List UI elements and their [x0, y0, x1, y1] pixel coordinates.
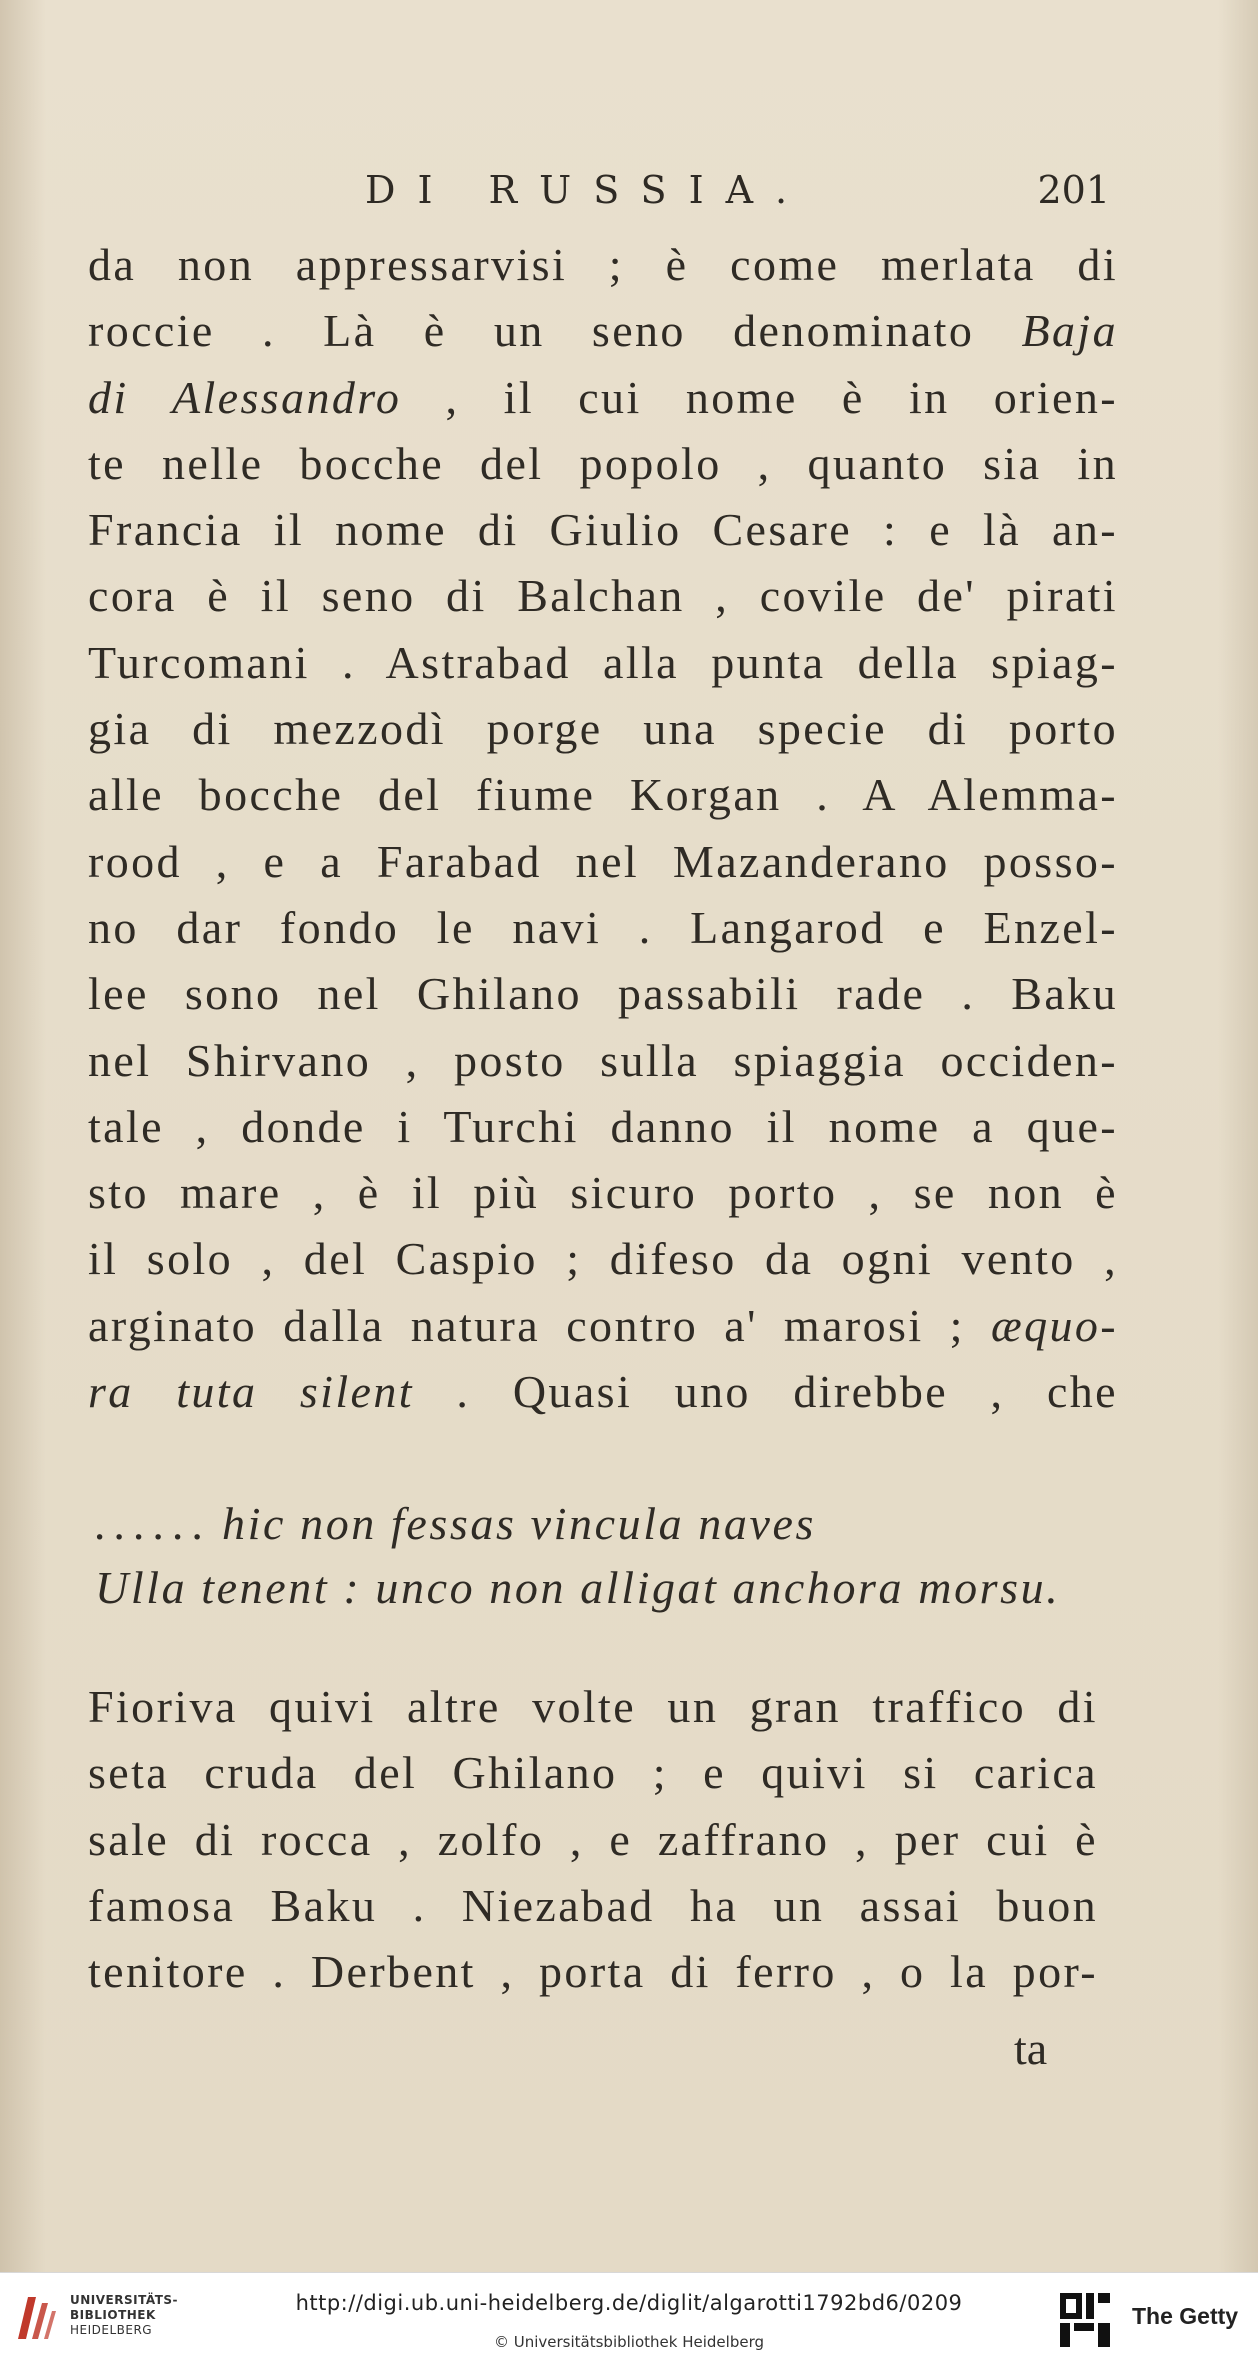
text-line: seta cruda del Ghilano ; e quivi si carica — [88, 1747, 1098, 1799]
text-segment: , il cui nome è in orien- — [401, 371, 1118, 423]
getty-name: The Getty — [1132, 2303, 1239, 2329]
running-title: DI RUSSIA. — [365, 168, 810, 212]
text-line — [88, 630, 1118, 696]
italic-segment: di Alessandro — [88, 371, 402, 423]
italic-segment: ra tuta silent — [88, 1366, 414, 1418]
text-line — [88, 365, 1118, 431]
paragraph-1 — [88, 232, 1118, 1425]
text-line: sale di rocca , zolfo , e zaffrano , per cui è — [88, 1813, 1098, 1865]
paragraph-2 — [88, 1674, 1098, 2005]
text-segment: rood , e a Farabad nel Mazanderano posso- — [88, 835, 1118, 887]
text-line — [88, 1028, 1118, 1094]
verse-ellipsis: ...... — [95, 1498, 212, 1549]
page-number: 201 — [1037, 168, 1110, 212]
text-line — [88, 829, 1118, 895]
library-name-line: UNIVERSITÄTS- — [70, 2293, 179, 2307]
text-segment: roccie . Là è un seno denominato — [88, 305, 1022, 357]
text-segment: Turcomani . Astrabad alla punta della spiag- — [88, 636, 1118, 688]
text-segment: nel Shirvano , posto sulla spiaggia occiden- — [88, 1034, 1118, 1086]
text-line — [88, 1094, 1118, 1160]
verse-line-1 — [95, 1494, 1095, 1554]
text-segment: arginato dalla natura contro a' marosi ; — [88, 1299, 991, 1351]
running-head — [90, 168, 1110, 218]
text-line: Fioriva quivi altre volte un gran traffico di — [88, 1681, 1098, 1732]
text-line — [88, 696, 1118, 762]
text-line: famosa Baku . Niezabad ha un assai buon — [88, 1879, 1098, 1931]
text-line — [88, 497, 1118, 563]
library-name-line: HEIDELBERG — [70, 2323, 153, 2337]
text-segment: tale , donde i Turchi danno il nome a que- — [88, 1100, 1118, 1152]
text-line — [88, 431, 1118, 497]
text-segment: gia di mezzodì porge una specie di porto — [88, 703, 1118, 755]
verse-line-1-text: hic non fessas vincula naves — [222, 1498, 817, 1549]
source-url[interactable]: http://digi.ub.uni-heidelberg.de/diglit/algarotti1792bd6/0209 — [295, 2291, 963, 2315]
getty-logo-icon — [1058, 2291, 1112, 2349]
text-segment: sto mare , è il più sicuro porto , se non è — [88, 1167, 1118, 1219]
text-segment: il solo , del Caspio ; difeso da ogni vento , — [88, 1233, 1118, 1285]
text-segment: te nelle bocche del popolo , quanto sia in — [88, 437, 1118, 489]
text-line — [88, 895, 1118, 961]
text-line — [88, 961, 1118, 1027]
text-line — [88, 298, 1118, 364]
text-segment: Francia il nome di Giulio Cesare : e là an- — [88, 504, 1118, 556]
text-line — [88, 1359, 1118, 1425]
library-name-line: BIBLIOTHEK — [70, 2308, 156, 2322]
text-line — [88, 1226, 1118, 1292]
text-segment: no dar fondo le navi . Langarod e Enzel- — [88, 901, 1118, 953]
italic-segment: æquo- — [991, 1299, 1118, 1351]
text-segment: alle bocche del fiume Korgan . A Alemma- — [88, 769, 1118, 821]
text-line — [88, 563, 1118, 629]
text-line — [88, 232, 1118, 298]
text-line — [88, 762, 1118, 828]
catchword: ta — [1014, 2023, 1048, 2074]
text-segment: cora è il seno di Balchan , covile de' pirati — [88, 570, 1118, 622]
text-segment: da non appressarvisi ; è come merlata di — [88, 239, 1118, 290]
text-segment: . Quasi uno direbbe , che — [413, 1366, 1118, 1418]
text-segment: lee sono nel Ghilano passabili rade . Baku — [88, 968, 1118, 1020]
text-line — [88, 1293, 1118, 1359]
verse-line-2: Ulla tenent : unco non alligat anchora morsu. — [95, 1562, 1061, 1613]
italic-segment: Baja — [1021, 305, 1118, 357]
digitization-footer — [0, 2272, 1258, 2364]
text-line — [88, 1160, 1118, 1226]
text-line: tenitore . Derbent , porta di ferro , o la por- — [88, 1946, 1098, 1998]
copyright-notice: © Universitätsbibliothek Heidelberg — [493, 2333, 764, 2351]
